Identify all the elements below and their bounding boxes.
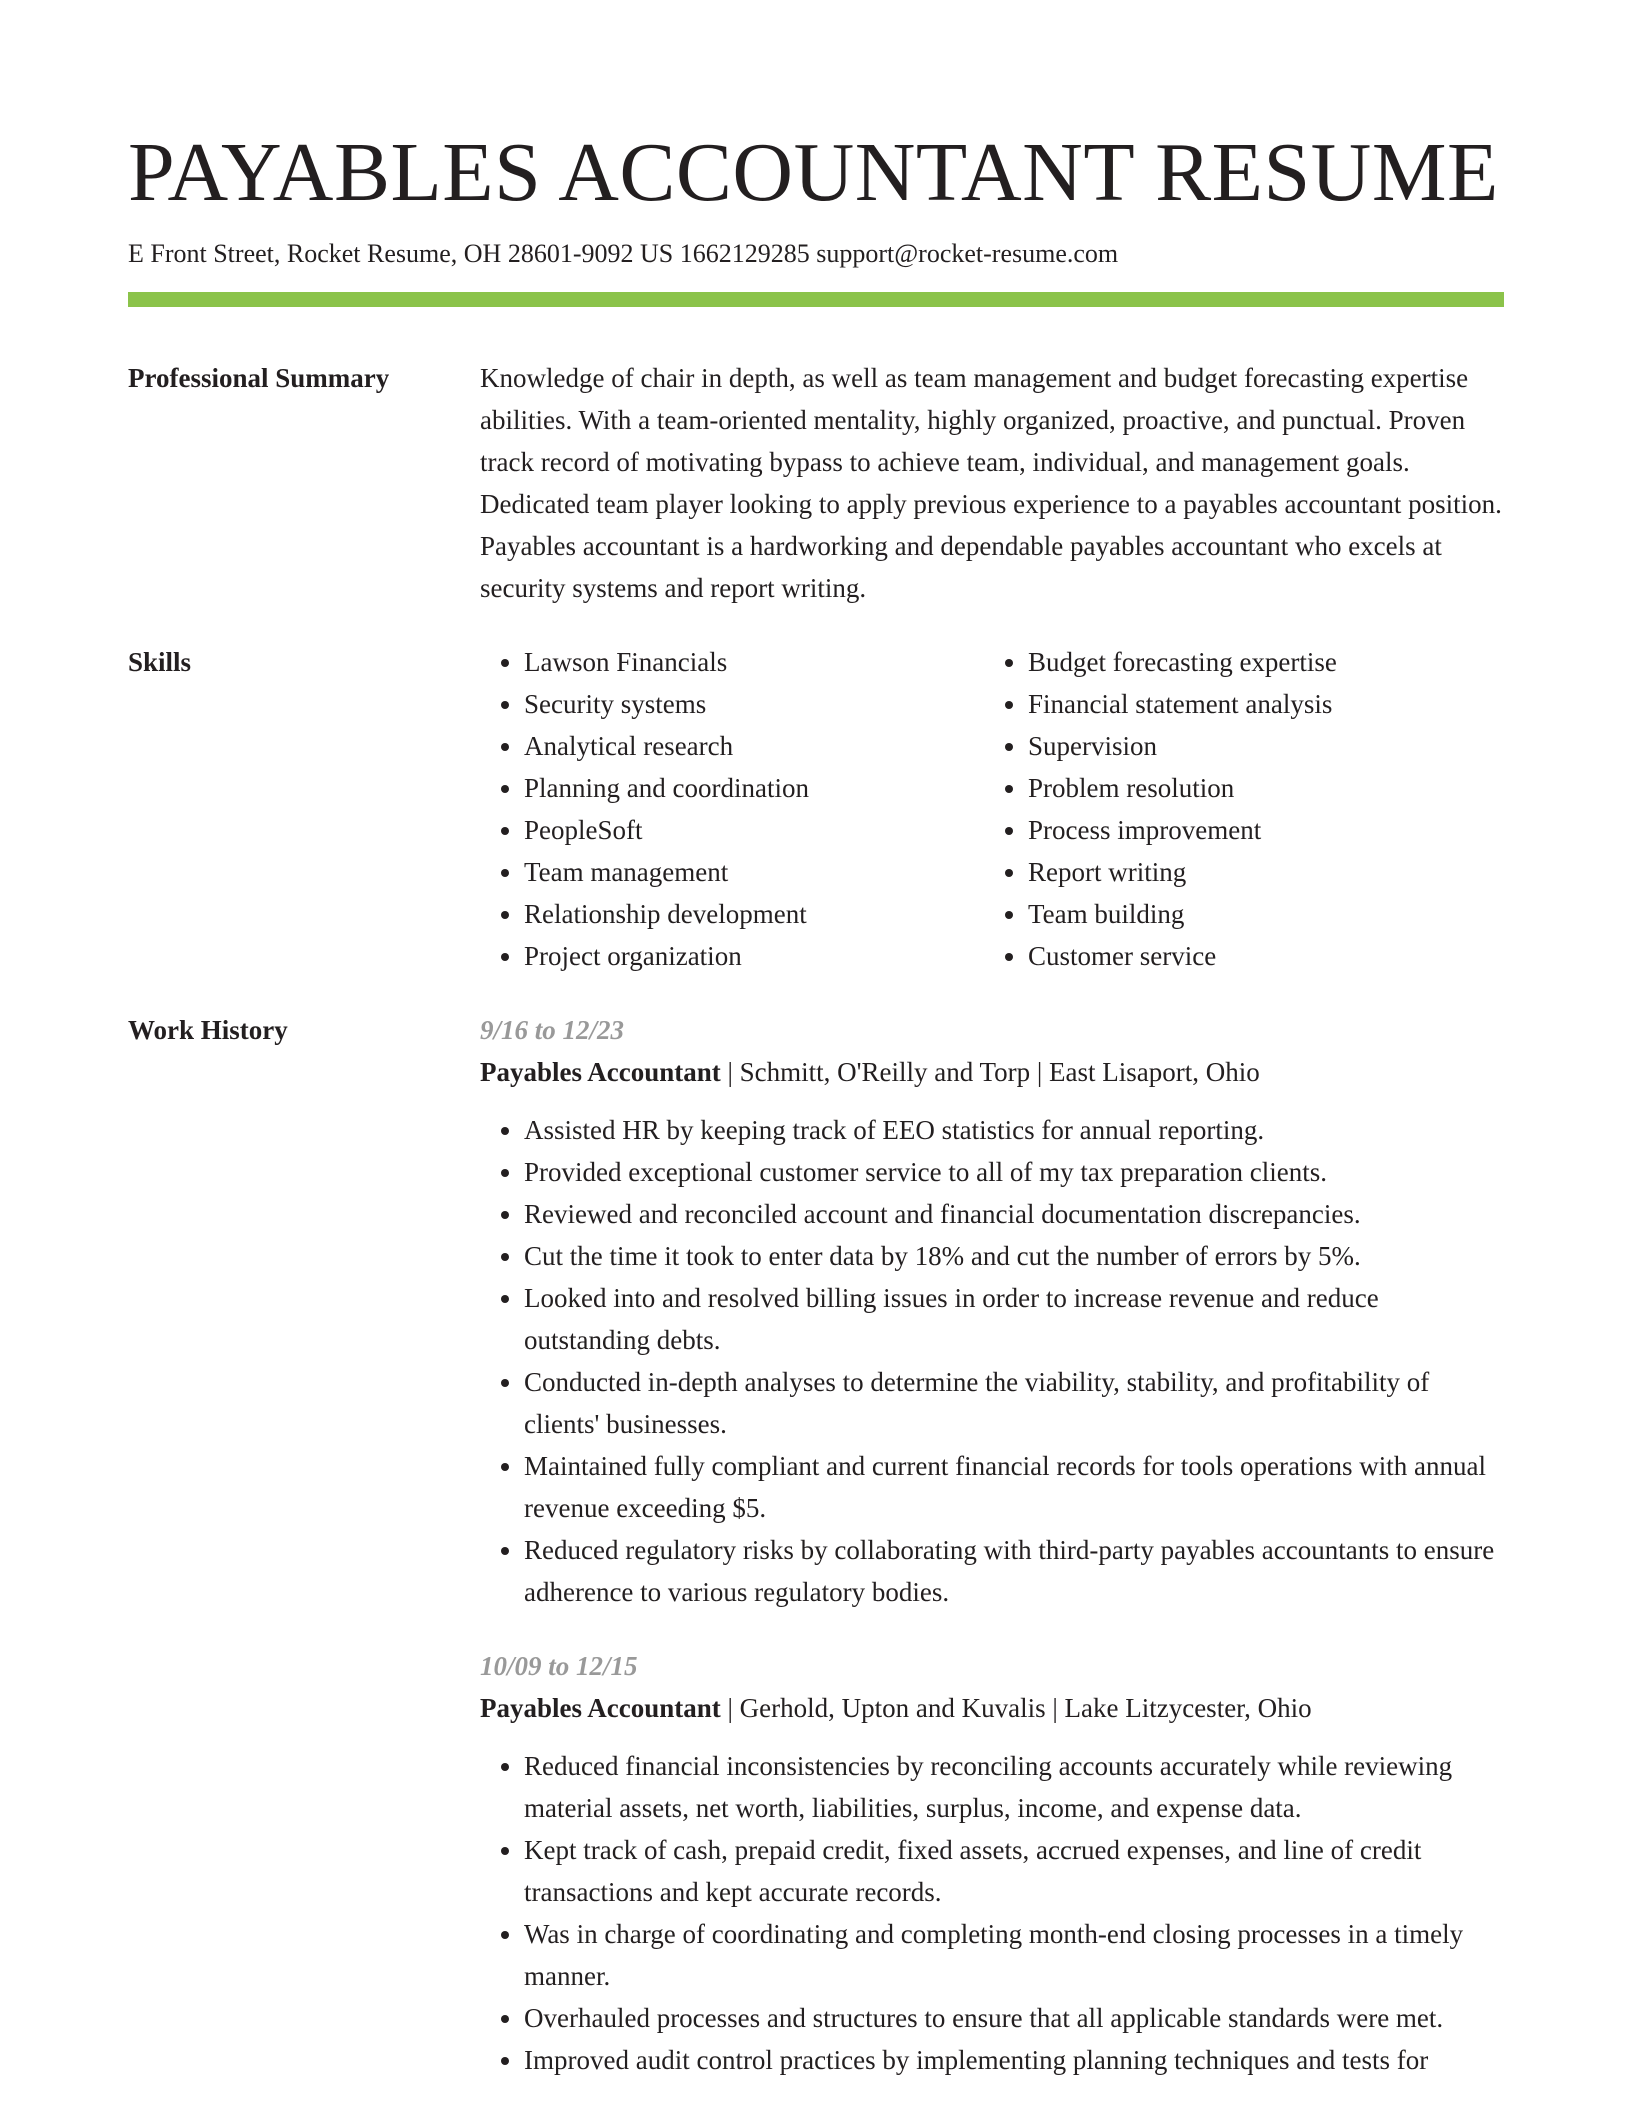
skill-item: • Financial statement analysis bbox=[1028, 683, 1488, 725]
job-dates: 9/16 to 12/23 bbox=[480, 1015, 625, 1045]
skill-item: • Lawson Financials bbox=[524, 641, 984, 683]
section-label: Work History bbox=[128, 1015, 288, 1045]
job-bullet: • Cut the time it took to enter data by 18% and cut the number of errors by 5%. bbox=[524, 1235, 1504, 1277]
job-title: Payables Accountant bbox=[480, 1693, 721, 1723]
skill-item: • Analytical research bbox=[524, 725, 984, 767]
skill-item: • Planning and coordination bbox=[524, 767, 984, 809]
skill-item: • Team building bbox=[1028, 893, 1488, 935]
job-bullet: • Overhauled processes and structures to ensure that all applicable standards were met. bbox=[524, 1997, 1504, 2039]
section-label: Skills bbox=[128, 647, 192, 677]
job-bullet: • Looked into and resolved billing issues in order to increase revenue and reduce outstanding debts. bbox=[524, 1277, 1504, 1361]
skill-item: • Process improvement bbox=[1028, 809, 1488, 851]
job-entry bbox=[480, 1645, 1504, 2081]
skill-item: • Security systems bbox=[524, 683, 984, 725]
accent-divider bbox=[128, 292, 1504, 307]
job-bullet: • Reduced regulatory risks by collaborating with third-party payables accountants to ensure adherence to various regulatory bodies. bbox=[524, 1529, 1504, 1613]
skill-item: • PeopleSoft bbox=[524, 809, 984, 851]
skills-list-left bbox=[480, 641, 984, 977]
job-bullet: • Improved audit control practices by implementing planning techniques and tests for bbox=[524, 2039, 1504, 2081]
professional-summary-section bbox=[128, 357, 1504, 609]
job-bullet: • Assisted HR by keeping track of EEO statistics for annual reporting. bbox=[524, 1109, 1504, 1151]
work-history-section bbox=[128, 1009, 1504, 2081]
skill-item: • Relationship development bbox=[524, 893, 984, 935]
job-bullets bbox=[480, 1745, 1504, 2081]
job-bullet: • Kept track of cash, prepaid credit, fixed assets, accrued expenses, and line of credit transactions and kept accurate records. bbox=[524, 1829, 1504, 1913]
job-details: | Gerhold, Upton and Kuvalis | Lake Litzycester, Ohio bbox=[720, 1693, 1312, 1723]
skill-item: • Report writing bbox=[1028, 851, 1488, 893]
skill-item: • Budget forecasting expertise bbox=[1028, 641, 1488, 683]
job-heading bbox=[480, 1051, 1504, 1093]
job-bullet: • Provided exceptional customer service to all of my tax preparation clients. bbox=[524, 1151, 1504, 1193]
page-title: PAYABLES ACCOUNTANT RESUME bbox=[128, 126, 1499, 219]
resume-page bbox=[128, 118, 1504, 2081]
job-details: | Schmitt, O'Reilly and Torp | East Lisaport, Ohio bbox=[720, 1057, 1260, 1087]
job-title: Payables Accountant bbox=[480, 1057, 721, 1087]
skill-item: • Project organization bbox=[524, 935, 984, 977]
skill-item: • Problem resolution bbox=[1028, 767, 1488, 809]
job-dates: 10/09 to 12/15 bbox=[480, 1651, 638, 1681]
skills-list-right bbox=[984, 641, 1488, 977]
work-history-body bbox=[480, 1009, 1504, 2081]
skill-item: • Customer service bbox=[1028, 935, 1488, 977]
contact-line: E Front Street, Rocket Resume, OH 28601-9092 US 1662129285 support@rocket-resume.com bbox=[128, 239, 1119, 268]
job-bullet: • Reduced financial inconsistencies by reconciling accounts accurately while reviewing material assets, net worth, liabilities, surplus, income, and expense data. bbox=[524, 1745, 1504, 1829]
job-bullet: • Reviewed and reconciled account and financial documentation discrepancies. bbox=[524, 1193, 1504, 1235]
job-entry bbox=[480, 1009, 1504, 1613]
job-bullets bbox=[480, 1109, 1504, 1613]
skills-section bbox=[128, 641, 1504, 977]
section-label: Professional Summary bbox=[128, 363, 390, 393]
skill-item: • Team management bbox=[524, 851, 984, 893]
summary-text: Knowledge of chair in depth, as well as team management and budget forecasting expertise abilities. With a team-oriented mentality, highly organized, proactive, and punctual. Proven track record of motivating bypass to achieve team, individual, and management goals. Dedicated team player looking to apply previous experience to a payables accountant position. Payables accountant is a hardworking and dependable payables accountant who excels at security systems and report writing. bbox=[480, 363, 1502, 603]
job-bullet: • Conducted in-depth analyses to determine the viability, stability, and profitability of clients' businesses. bbox=[524, 1361, 1504, 1445]
job-bullet: • Maintained fully compliant and current financial records for tools operations with annual revenue exceeding $5. bbox=[524, 1445, 1504, 1529]
skill-item: • Supervision bbox=[1028, 725, 1488, 767]
job-bullet: • Was in charge of coordinating and completing month-end closing processes in a timely manner. bbox=[524, 1913, 1504, 1997]
skills-columns bbox=[480, 641, 1504, 977]
job-heading bbox=[480, 1687, 1504, 1729]
